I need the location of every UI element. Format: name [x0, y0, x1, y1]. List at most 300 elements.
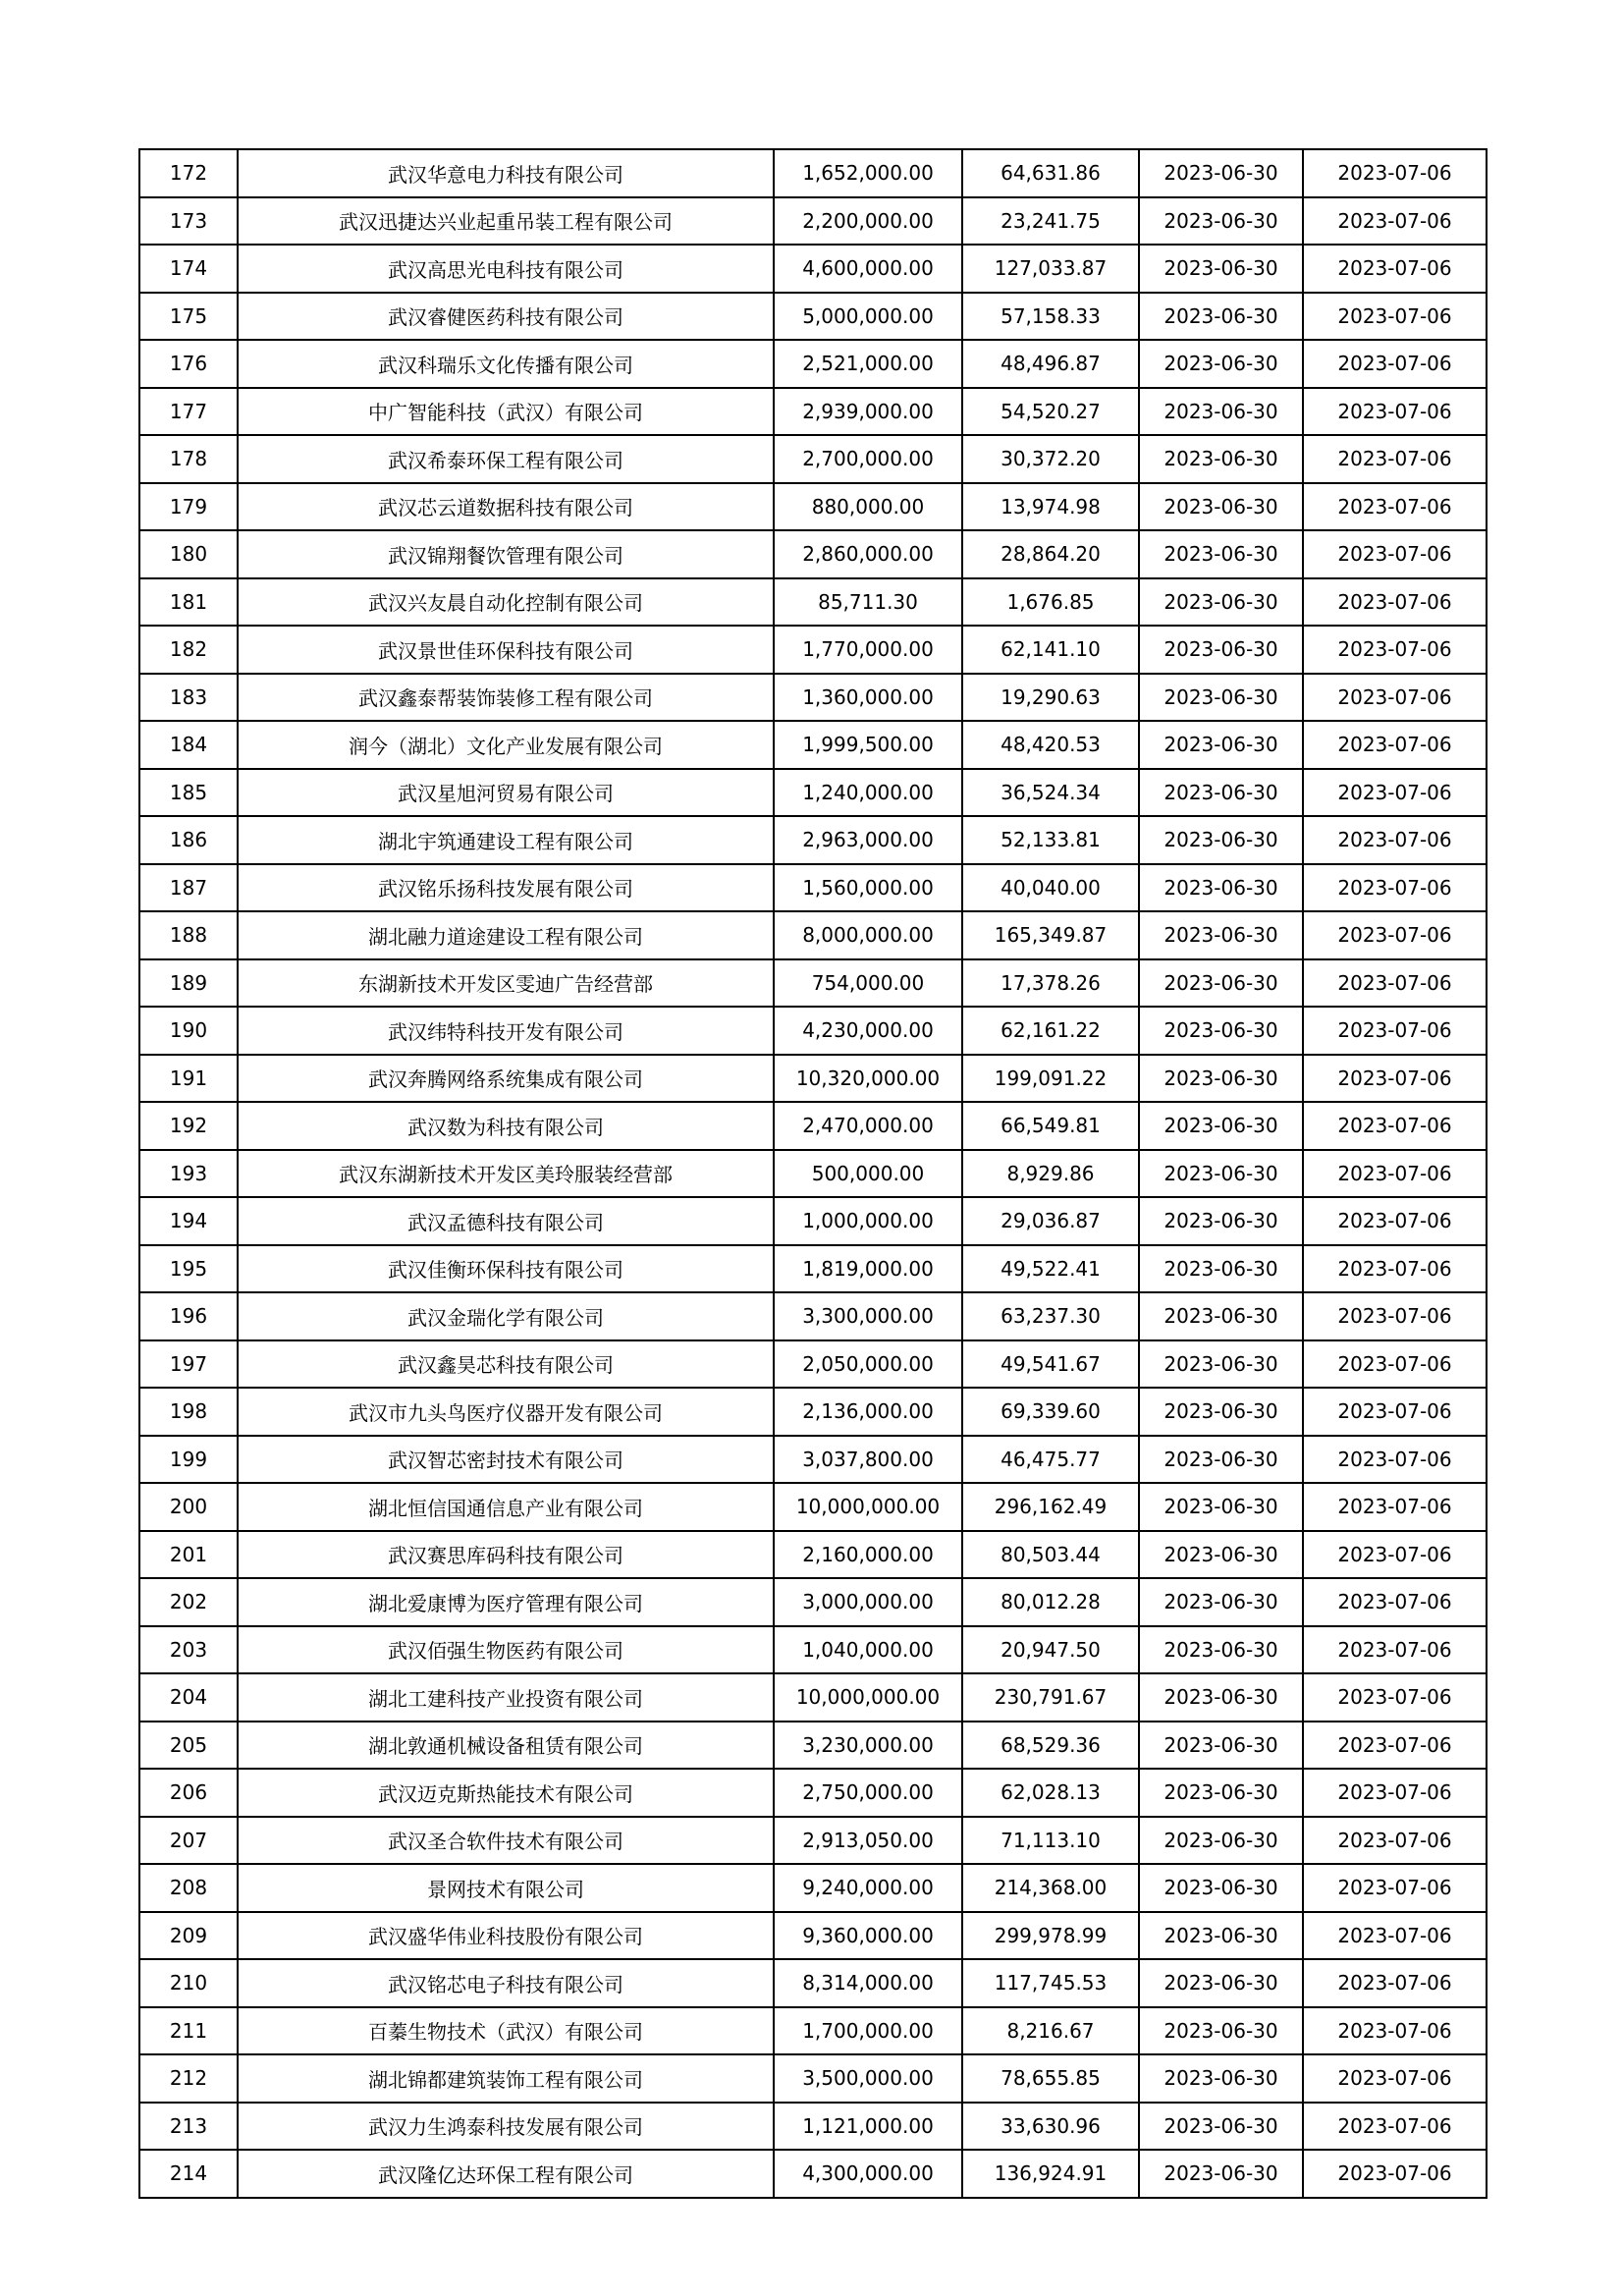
- cell-seq: 172: [139, 149, 238, 197]
- cell-interest: 80,503.44: [962, 1531, 1139, 1579]
- table-row: [139, 769, 1487, 817]
- table-row: [139, 864, 1487, 912]
- table-row: [139, 1864, 1487, 1912]
- cell-start-date: 2023-06-30: [1139, 816, 1303, 864]
- table-row: [139, 293, 1487, 341]
- cell-amount: 2,700,000.00: [774, 435, 962, 483]
- cell-seq: 185: [139, 769, 238, 817]
- cell-company: 武汉赛思库码科技有限公司: [238, 1531, 774, 1579]
- table-row: [139, 1436, 1487, 1484]
- cell-amount: 5,000,000.00: [774, 293, 962, 341]
- cell-amount: 2,050,000.00: [774, 1340, 962, 1389]
- cell-company: 武汉景世佳环保科技有限公司: [238, 626, 774, 674]
- cell-interest: 8,216.67: [962, 2007, 1139, 2055]
- cell-end-date: 2023-07-06: [1303, 1817, 1487, 1865]
- table-row: [139, 1912, 1487, 1960]
- cell-end-date: 2023-07-06: [1303, 911, 1487, 959]
- cell-start-date: 2023-06-30: [1139, 1722, 1303, 1770]
- cell-interest: 66,549.81: [962, 1102, 1139, 1150]
- cell-interest: 36,524.34: [962, 769, 1139, 817]
- table-row: [139, 2054, 1487, 2103]
- table-row: [139, 578, 1487, 627]
- cell-company: 武汉力生鸿泰科技发展有限公司: [238, 2103, 774, 2151]
- cell-company: 武汉数为科技有限公司: [238, 1102, 774, 1150]
- cell-amount: 4,300,000.00: [774, 2150, 962, 2198]
- cell-amount: 1,121,000.00: [774, 2103, 962, 2151]
- cell-interest: 136,924.91: [962, 2150, 1139, 2198]
- cell-amount: 3,037,800.00: [774, 1436, 962, 1484]
- cell-end-date: 2023-07-06: [1303, 149, 1487, 197]
- cell-end-date: 2023-07-06: [1303, 1626, 1487, 1674]
- cell-interest: 78,655.85: [962, 2054, 1139, 2103]
- cell-seq: 176: [139, 340, 238, 388]
- table-row: [139, 1340, 1487, 1389]
- cell-start-date: 2023-06-30: [1139, 340, 1303, 388]
- cell-seq: 178: [139, 435, 238, 483]
- data-table: [138, 148, 1488, 2199]
- cell-company: 武汉迅捷达兴业起重吊装工程有限公司: [238, 197, 774, 246]
- cell-end-date: 2023-07-06: [1303, 2103, 1487, 2151]
- cell-interest: 28,864.20: [962, 530, 1139, 578]
- cell-start-date: 2023-06-30: [1139, 1864, 1303, 1912]
- cell-company: 湖北爱康博为医疗管理有限公司: [238, 1578, 774, 1626]
- cell-start-date: 2023-06-30: [1139, 1197, 1303, 1245]
- cell-seq: 179: [139, 483, 238, 531]
- cell-interest: 49,522.41: [962, 1245, 1139, 1293]
- cell-amount: 3,300,000.00: [774, 1292, 962, 1340]
- cell-interest: 64,631.86: [962, 149, 1139, 197]
- cell-interest: 23,241.75: [962, 197, 1139, 246]
- cell-start-date: 2023-06-30: [1139, 1007, 1303, 1055]
- cell-end-date: 2023-07-06: [1303, 1531, 1487, 1579]
- cell-seq: 175: [139, 293, 238, 341]
- cell-interest: 17,378.26: [962, 959, 1139, 1008]
- cell-end-date: 2023-07-06: [1303, 674, 1487, 722]
- cell-interest: 8,929.86: [962, 1150, 1139, 1198]
- cell-interest: 71,113.10: [962, 1817, 1139, 1865]
- cell-interest: 230,791.67: [962, 1673, 1139, 1722]
- cell-seq: 181: [139, 578, 238, 627]
- cell-interest: 80,012.28: [962, 1578, 1139, 1626]
- table-row: [139, 2007, 1487, 2055]
- table-row: [139, 959, 1487, 1008]
- cell-seq: 200: [139, 1483, 238, 1531]
- cell-company: 武汉隆亿达环保工程有限公司: [238, 2150, 774, 2198]
- cell-start-date: 2023-06-30: [1139, 1483, 1303, 1531]
- table-row: [139, 911, 1487, 959]
- cell-interest: 54,520.27: [962, 388, 1139, 436]
- cell-seq: 184: [139, 721, 238, 769]
- cell-interest: 57,158.33: [962, 293, 1139, 341]
- cell-amount: 2,939,000.00: [774, 388, 962, 436]
- cell-start-date: 2023-06-30: [1139, 1531, 1303, 1579]
- cell-start-date: 2023-06-30: [1139, 1912, 1303, 1960]
- cell-end-date: 2023-07-06: [1303, 388, 1487, 436]
- table-body: [139, 149, 1487, 2198]
- cell-company: 武汉科瑞乐文化传播有限公司: [238, 340, 774, 388]
- cell-interest: 296,162.49: [962, 1483, 1139, 1531]
- cell-end-date: 2023-07-06: [1303, 1245, 1487, 1293]
- cell-company: 湖北锦都建筑装饰工程有限公司: [238, 2054, 774, 2103]
- cell-seq: 177: [139, 388, 238, 436]
- cell-seq: 194: [139, 1197, 238, 1245]
- cell-seq: 183: [139, 674, 238, 722]
- table-row: [139, 1578, 1487, 1626]
- cell-amount: 2,200,000.00: [774, 197, 962, 246]
- cell-seq: 188: [139, 911, 238, 959]
- table-row: [139, 1388, 1487, 1436]
- cell-start-date: 2023-06-30: [1139, 245, 1303, 293]
- cell-amount: 2,963,000.00: [774, 816, 962, 864]
- table-row: [139, 1245, 1487, 1293]
- cell-amount: 8,000,000.00: [774, 911, 962, 959]
- cell-seq: 180: [139, 530, 238, 578]
- cell-interest: 199,091.22: [962, 1055, 1139, 1103]
- cell-end-date: 2023-07-06: [1303, 293, 1487, 341]
- cell-start-date: 2023-06-30: [1139, 1959, 1303, 2007]
- table-row: [139, 1959, 1487, 2007]
- cell-amount: 2,136,000.00: [774, 1388, 962, 1436]
- cell-end-date: 2023-07-06: [1303, 721, 1487, 769]
- cell-end-date: 2023-07-06: [1303, 483, 1487, 531]
- cell-seq: 204: [139, 1673, 238, 1722]
- cell-start-date: 2023-06-30: [1139, 197, 1303, 246]
- cell-seq: 205: [139, 1722, 238, 1770]
- cell-start-date: 2023-06-30: [1139, 769, 1303, 817]
- cell-interest: 69,339.60: [962, 1388, 1139, 1436]
- cell-start-date: 2023-06-30: [1139, 721, 1303, 769]
- cell-company: 湖北恒信国通信息产业有限公司: [238, 1483, 774, 1531]
- cell-interest: 29,036.87: [962, 1197, 1139, 1245]
- table-row: [139, 721, 1487, 769]
- cell-seq: 213: [139, 2103, 238, 2151]
- cell-company: 武汉东湖新技术开发区美玲服装经营部: [238, 1150, 774, 1198]
- cell-interest: 117,745.53: [962, 1959, 1139, 2007]
- cell-end-date: 2023-07-06: [1303, 1150, 1487, 1198]
- cell-end-date: 2023-07-06: [1303, 1673, 1487, 1722]
- cell-seq: 199: [139, 1436, 238, 1484]
- cell-start-date: 2023-06-30: [1139, 864, 1303, 912]
- cell-start-date: 2023-06-30: [1139, 2150, 1303, 2198]
- table-row: [139, 483, 1487, 531]
- cell-end-date: 2023-07-06: [1303, 1292, 1487, 1340]
- cell-seq: 212: [139, 2054, 238, 2103]
- cell-amount: 2,521,000.00: [774, 340, 962, 388]
- table-row: [139, 626, 1487, 674]
- cell-company: 武汉盛华伟业科技股份有限公司: [238, 1912, 774, 1960]
- table-row: [139, 1722, 1487, 1770]
- cell-interest: 52,133.81: [962, 816, 1139, 864]
- cell-start-date: 2023-06-30: [1139, 149, 1303, 197]
- cell-seq: 206: [139, 1769, 238, 1817]
- cell-start-date: 2023-06-30: [1139, 1102, 1303, 1150]
- cell-amount: 8,314,000.00: [774, 1959, 962, 2007]
- cell-interest: 48,420.53: [962, 721, 1139, 769]
- cell-company: 武汉圣合软件技术有限公司: [238, 1817, 774, 1865]
- table-row: [139, 2150, 1487, 2198]
- cell-interest: 62,141.10: [962, 626, 1139, 674]
- cell-end-date: 2023-07-06: [1303, 1436, 1487, 1484]
- cell-company: 武汉希泰环保工程有限公司: [238, 435, 774, 483]
- cell-seq: 196: [139, 1292, 238, 1340]
- cell-amount: 3,000,000.00: [774, 1578, 962, 1626]
- cell-interest: 214,368.00: [962, 1864, 1139, 1912]
- cell-seq: 174: [139, 245, 238, 293]
- cell-company: 湖北敦通机械设备租赁有限公司: [238, 1722, 774, 1770]
- cell-start-date: 2023-06-30: [1139, 1055, 1303, 1103]
- cell-company: 湖北工建科技产业投资有限公司: [238, 1673, 774, 1722]
- cell-end-date: 2023-07-06: [1303, 2007, 1487, 2055]
- cell-company: 景网技术有限公司: [238, 1864, 774, 1912]
- cell-amount: 1,770,000.00: [774, 626, 962, 674]
- cell-amount: 500,000.00: [774, 1150, 962, 1198]
- cell-amount: 85,711.30: [774, 578, 962, 627]
- cell-company: 武汉市九头鸟医疗仪器开发有限公司: [238, 1388, 774, 1436]
- cell-end-date: 2023-07-06: [1303, 245, 1487, 293]
- cell-start-date: 2023-06-30: [1139, 1578, 1303, 1626]
- table-row: [139, 1626, 1487, 1674]
- cell-seq: 207: [139, 1817, 238, 1865]
- cell-amount: 1,999,500.00: [774, 721, 962, 769]
- table-row: [139, 1769, 1487, 1817]
- cell-seq: 192: [139, 1102, 238, 1150]
- cell-company: 武汉睿健医药科技有限公司: [238, 293, 774, 341]
- cell-company: 润今（湖北）文化产业发展有限公司: [238, 721, 774, 769]
- cell-amount: 3,230,000.00: [774, 1722, 962, 1770]
- cell-interest: 1,676.85: [962, 578, 1139, 627]
- cell-end-date: 2023-07-06: [1303, 1007, 1487, 1055]
- cell-amount: 4,600,000.00: [774, 245, 962, 293]
- cell-company: 武汉鑫泰帮装饰装修工程有限公司: [238, 674, 774, 722]
- cell-seq: 211: [139, 2007, 238, 2055]
- cell-start-date: 2023-06-30: [1139, 388, 1303, 436]
- cell-end-date: 2023-07-06: [1303, 1578, 1487, 1626]
- cell-company: 武汉金瑞化学有限公司: [238, 1292, 774, 1340]
- cell-end-date: 2023-07-06: [1303, 1388, 1487, 1436]
- cell-start-date: 2023-06-30: [1139, 1340, 1303, 1389]
- cell-amount: 1,240,000.00: [774, 769, 962, 817]
- cell-amount: 9,360,000.00: [774, 1912, 962, 1960]
- cell-seq: 208: [139, 1864, 238, 1912]
- table-row: [139, 816, 1487, 864]
- cell-amount: 1,652,000.00: [774, 149, 962, 197]
- cell-seq: 191: [139, 1055, 238, 1103]
- cell-start-date: 2023-06-30: [1139, 293, 1303, 341]
- cell-company: 中广智能科技（武汉）有限公司: [238, 388, 774, 436]
- cell-company: 武汉华意电力科技有限公司: [238, 149, 774, 197]
- cell-interest: 30,372.20: [962, 435, 1139, 483]
- cell-company: 武汉鑫昊芯科技有限公司: [238, 1340, 774, 1389]
- cell-company: 武汉兴友晨自动化控制有限公司: [238, 578, 774, 627]
- cell-amount: 10,000,000.00: [774, 1483, 962, 1531]
- cell-seq: 182: [139, 626, 238, 674]
- cell-seq: 189: [139, 959, 238, 1008]
- cell-amount: 1,700,000.00: [774, 2007, 962, 2055]
- cell-start-date: 2023-06-30: [1139, 1769, 1303, 1817]
- cell-interest: 13,974.98: [962, 483, 1139, 531]
- cell-company: 武汉纬特科技开发有限公司: [238, 1007, 774, 1055]
- cell-interest: 127,033.87: [962, 245, 1139, 293]
- cell-end-date: 2023-07-06: [1303, 1769, 1487, 1817]
- cell-amount: 2,160,000.00: [774, 1531, 962, 1579]
- table-row: [139, 245, 1487, 293]
- cell-company: 武汉铭芯电子科技有限公司: [238, 1959, 774, 2007]
- cell-start-date: 2023-06-30: [1139, 626, 1303, 674]
- cell-amount: 1,360,000.00: [774, 674, 962, 722]
- table-row: [139, 1817, 1487, 1865]
- cell-interest: 63,237.30: [962, 1292, 1139, 1340]
- table-row: [139, 1292, 1487, 1340]
- cell-end-date: 2023-07-06: [1303, 1864, 1487, 1912]
- cell-seq: 186: [139, 816, 238, 864]
- cell-start-date: 2023-06-30: [1139, 1436, 1303, 1484]
- table-row: [139, 1531, 1487, 1579]
- cell-amount: 1,040,000.00: [774, 1626, 962, 1674]
- cell-seq: 209: [139, 1912, 238, 1960]
- cell-company: 武汉高思光电科技有限公司: [238, 245, 774, 293]
- cell-interest: 48,496.87: [962, 340, 1139, 388]
- cell-amount: 754,000.00: [774, 959, 962, 1008]
- cell-end-date: 2023-07-06: [1303, 1959, 1487, 2007]
- table-row: [139, 1055, 1487, 1103]
- cell-end-date: 2023-07-06: [1303, 530, 1487, 578]
- table-row: [139, 674, 1487, 722]
- cell-company: 武汉铭乐扬科技发展有限公司: [238, 864, 774, 912]
- cell-start-date: 2023-06-30: [1139, 1626, 1303, 1674]
- table-row: [139, 197, 1487, 246]
- table-row: [139, 530, 1487, 578]
- cell-end-date: 2023-07-06: [1303, 2054, 1487, 2103]
- cell-amount: 10,320,000.00: [774, 1055, 962, 1103]
- table-row: [139, 149, 1487, 197]
- cell-start-date: 2023-06-30: [1139, 959, 1303, 1008]
- cell-start-date: 2023-06-30: [1139, 2007, 1303, 2055]
- cell-end-date: 2023-07-06: [1303, 1197, 1487, 1245]
- cell-end-date: 2023-07-06: [1303, 626, 1487, 674]
- cell-company: 武汉迈克斯热能技术有限公司: [238, 1769, 774, 1817]
- cell-company: 武汉佰强生物医药有限公司: [238, 1626, 774, 1674]
- cell-end-date: 2023-07-06: [1303, 340, 1487, 388]
- cell-end-date: 2023-07-06: [1303, 578, 1487, 627]
- cell-interest: 20,947.50: [962, 1626, 1139, 1674]
- cell-seq: 203: [139, 1626, 238, 1674]
- cell-end-date: 2023-07-06: [1303, 197, 1487, 246]
- cell-start-date: 2023-06-30: [1139, 530, 1303, 578]
- cell-company: 百蓁生物技术（武汉）有限公司: [238, 2007, 774, 2055]
- cell-end-date: 2023-07-06: [1303, 435, 1487, 483]
- cell-amount: 2,750,000.00: [774, 1769, 962, 1817]
- table-row: [139, 1673, 1487, 1722]
- cell-interest: 46,475.77: [962, 1436, 1139, 1484]
- table-row: [139, 1150, 1487, 1198]
- cell-interest: 299,978.99: [962, 1912, 1139, 1960]
- cell-amount: 880,000.00: [774, 483, 962, 531]
- cell-end-date: 2023-07-06: [1303, 864, 1487, 912]
- cell-seq: 190: [139, 1007, 238, 1055]
- cell-end-date: 2023-07-06: [1303, 1912, 1487, 1960]
- cell-interest: 49,541.67: [962, 1340, 1139, 1389]
- table-row: [139, 1483, 1487, 1531]
- cell-interest: 68,529.36: [962, 1722, 1139, 1770]
- cell-interest: 19,290.63: [962, 674, 1139, 722]
- cell-company: 武汉星旭河贸易有限公司: [238, 769, 774, 817]
- cell-start-date: 2023-06-30: [1139, 578, 1303, 627]
- cell-amount: 1,560,000.00: [774, 864, 962, 912]
- cell-company: 武汉奔腾网络系统集成有限公司: [238, 1055, 774, 1103]
- cell-amount: 2,913,050.00: [774, 1817, 962, 1865]
- table-row: [139, 340, 1487, 388]
- cell-amount: 9,240,000.00: [774, 1864, 962, 1912]
- cell-amount: 2,860,000.00: [774, 530, 962, 578]
- cell-company: 武汉锦翔餐饮管理有限公司: [238, 530, 774, 578]
- table-row: [139, 1102, 1487, 1150]
- cell-start-date: 2023-06-30: [1139, 1388, 1303, 1436]
- cell-interest: 62,028.13: [962, 1769, 1139, 1817]
- table-row: [139, 2103, 1487, 2151]
- cell-seq: 197: [139, 1340, 238, 1389]
- cell-seq: 187: [139, 864, 238, 912]
- table-row: [139, 1007, 1487, 1055]
- cell-end-date: 2023-07-06: [1303, 1340, 1487, 1389]
- cell-end-date: 2023-07-06: [1303, 769, 1487, 817]
- cell-company: 东湖新技术开发区雯迪广告经营部: [238, 959, 774, 1008]
- cell-amount: 2,470,000.00: [774, 1102, 962, 1150]
- table-row: [139, 1197, 1487, 1245]
- cell-end-date: 2023-07-06: [1303, 2150, 1487, 2198]
- cell-company: 武汉孟德科技有限公司: [238, 1197, 774, 1245]
- cell-end-date: 2023-07-06: [1303, 1055, 1487, 1103]
- cell-interest: 40,040.00: [962, 864, 1139, 912]
- cell-start-date: 2023-06-30: [1139, 1817, 1303, 1865]
- cell-amount: 1,819,000.00: [774, 1245, 962, 1293]
- cell-company: 武汉芯云道数据科技有限公司: [238, 483, 774, 531]
- cell-start-date: 2023-06-30: [1139, 1292, 1303, 1340]
- cell-start-date: 2023-06-30: [1139, 435, 1303, 483]
- table-row: [139, 435, 1487, 483]
- cell-seq: 202: [139, 1578, 238, 1626]
- cell-company: 湖北宇筑通建设工程有限公司: [238, 816, 774, 864]
- cell-seq: 193: [139, 1150, 238, 1198]
- table-row: [139, 388, 1487, 436]
- cell-end-date: 2023-07-06: [1303, 1102, 1487, 1150]
- cell-start-date: 2023-06-30: [1139, 483, 1303, 531]
- cell-seq: 214: [139, 2150, 238, 2198]
- cell-amount: 4,230,000.00: [774, 1007, 962, 1055]
- cell-start-date: 2023-06-30: [1139, 1245, 1303, 1293]
- cell-seq: 210: [139, 1959, 238, 2007]
- cell-amount: 3,500,000.00: [774, 2054, 962, 2103]
- cell-company: 湖北融力道途建设工程有限公司: [238, 911, 774, 959]
- cell-end-date: 2023-07-06: [1303, 816, 1487, 864]
- cell-start-date: 2023-06-30: [1139, 1673, 1303, 1722]
- cell-start-date: 2023-06-30: [1139, 674, 1303, 722]
- cell-start-date: 2023-06-30: [1139, 2054, 1303, 2103]
- cell-start-date: 2023-06-30: [1139, 1150, 1303, 1198]
- cell-start-date: 2023-06-30: [1139, 2103, 1303, 2151]
- cell-seq: 173: [139, 197, 238, 246]
- cell-seq: 198: [139, 1388, 238, 1436]
- cell-interest: 165,349.87: [962, 911, 1139, 959]
- cell-seq: 201: [139, 1531, 238, 1579]
- cell-seq: 195: [139, 1245, 238, 1293]
- cell-amount: 10,000,000.00: [774, 1673, 962, 1722]
- cell-company: 武汉智芯密封技术有限公司: [238, 1436, 774, 1484]
- cell-end-date: 2023-07-06: [1303, 959, 1487, 1008]
- cell-company: 武汉佳衡环保科技有限公司: [238, 1245, 774, 1293]
- cell-start-date: 2023-06-30: [1139, 911, 1303, 959]
- cell-amount: 1,000,000.00: [774, 1197, 962, 1245]
- cell-end-date: 2023-07-06: [1303, 1483, 1487, 1531]
